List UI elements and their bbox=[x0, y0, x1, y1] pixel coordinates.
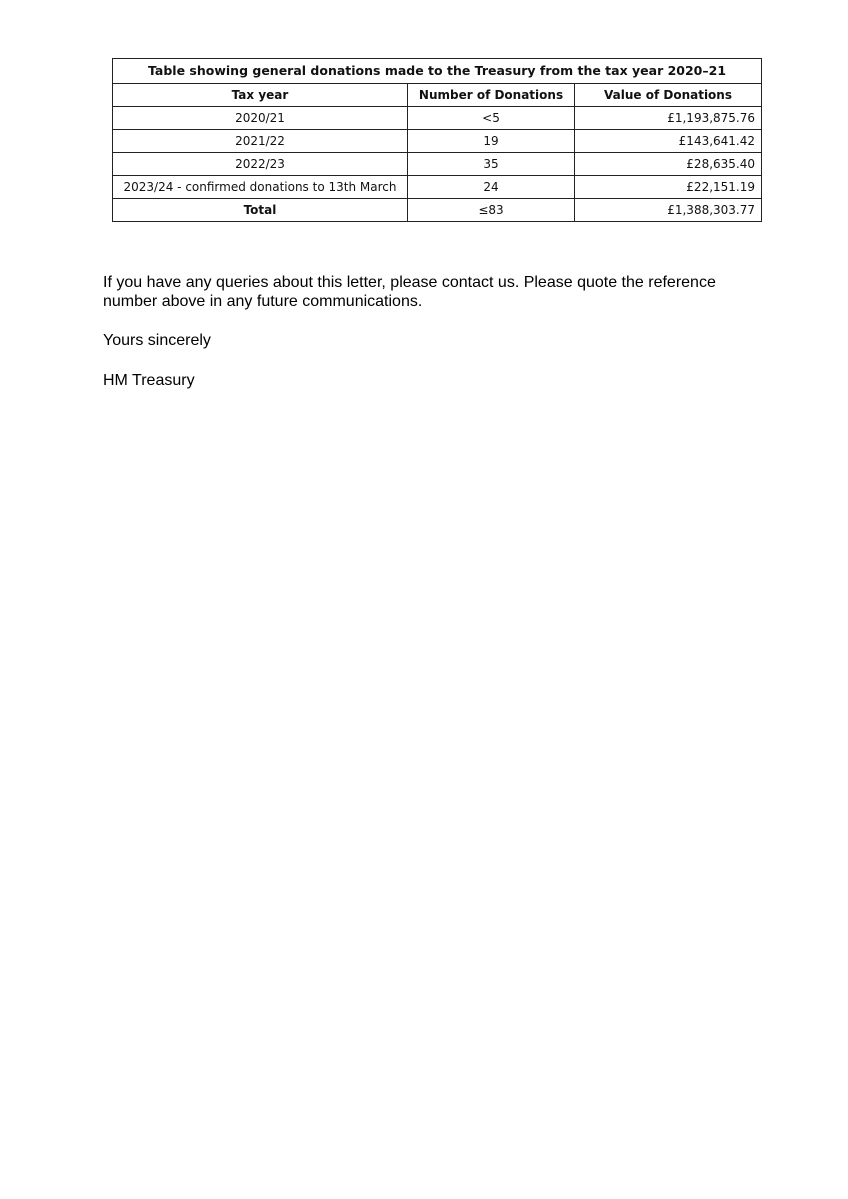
cell-value: £1,193,875.76 bbox=[575, 107, 762, 130]
header-tax-year: Tax year bbox=[113, 84, 408, 107]
cell-tax-year: 2022/23 bbox=[113, 153, 408, 176]
table-row bbox=[113, 176, 762, 199]
cell-value: £28,635.40 bbox=[575, 153, 762, 176]
total-label: Total bbox=[113, 199, 408, 222]
cell-tax-year: 2020/21 bbox=[113, 107, 408, 130]
cell-value: £22,151.19 bbox=[575, 176, 762, 199]
table-caption: Table showing general donations made to the Treasury from the tax year 2020–21 bbox=[113, 59, 762, 84]
cell-number: 24 bbox=[408, 176, 575, 199]
table-row bbox=[113, 130, 762, 153]
header-number-of-donations: Number of Donations bbox=[408, 84, 575, 107]
cell-value: £143,641.42 bbox=[575, 130, 762, 153]
cell-tax-year: 2023/24 - confirmed donations to 13th March bbox=[113, 176, 408, 199]
donations-table bbox=[112, 58, 762, 222]
queries-paragraph: If you have any queries about this letter, please contact us. Please quote the reference number above in any future communications. bbox=[103, 274, 716, 310]
table-row bbox=[113, 153, 762, 176]
total-number: ≤83 bbox=[408, 199, 575, 222]
header-value-of-donations: Value of Donations bbox=[575, 84, 762, 107]
signatory: HM Treasury bbox=[103, 372, 195, 389]
cell-number: 19 bbox=[408, 130, 575, 153]
table-row bbox=[113, 107, 762, 130]
table-header-row bbox=[113, 84, 762, 107]
table-total-row bbox=[113, 199, 762, 222]
cell-tax-year: 2021/22 bbox=[113, 130, 408, 153]
cell-number: <5 bbox=[408, 107, 575, 130]
table-caption-row bbox=[113, 59, 762, 84]
sign-off: Yours sincerely bbox=[103, 332, 211, 349]
total-value: £1,388,303.77 bbox=[575, 199, 762, 222]
cell-number: 35 bbox=[408, 153, 575, 176]
